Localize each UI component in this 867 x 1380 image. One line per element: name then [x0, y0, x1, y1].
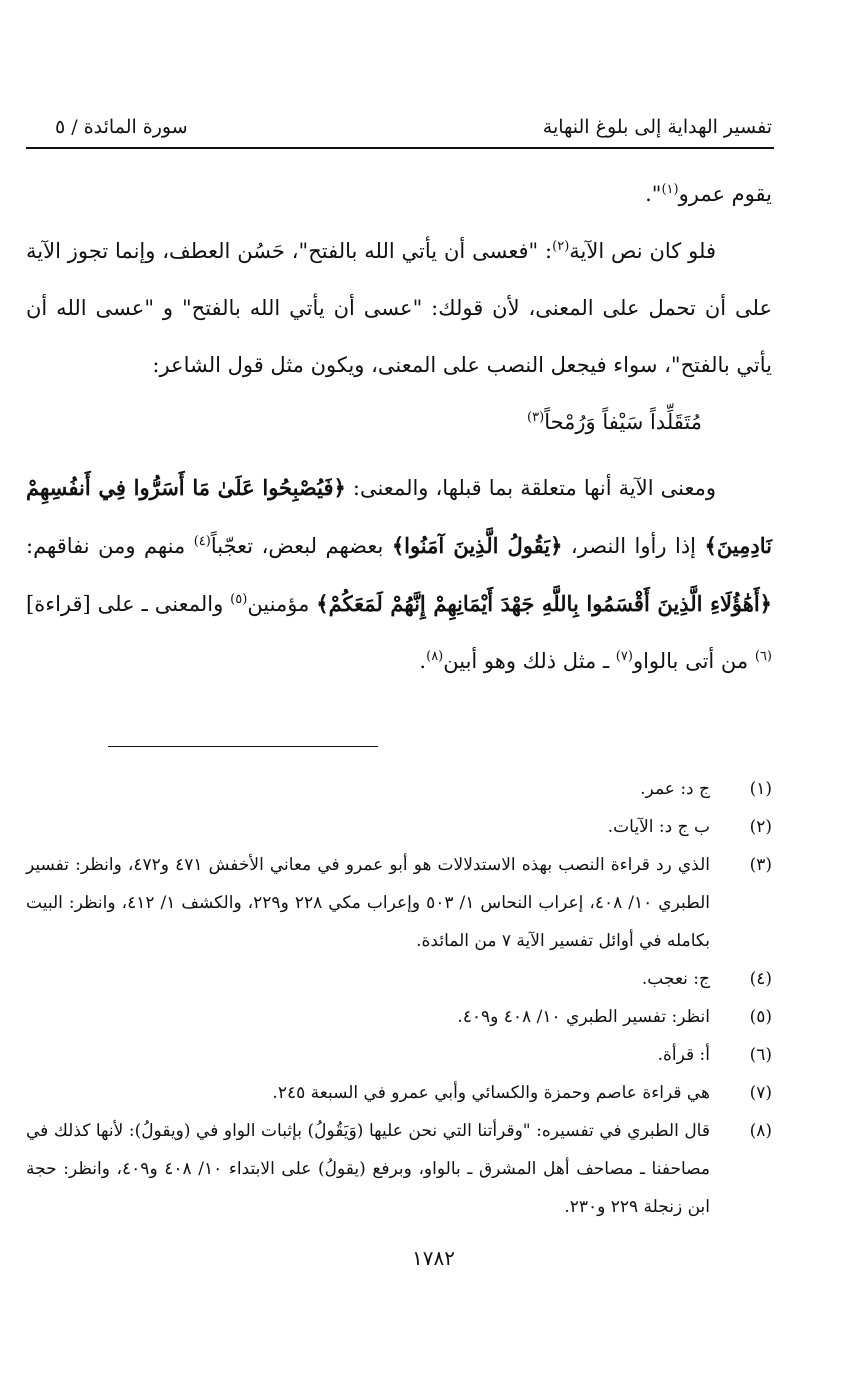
- header-rule: [26, 147, 774, 149]
- footnote-ref-8: (٨): [426, 649, 444, 664]
- footnote-2: (٢) ب ج د: الآيات.: [607, 817, 772, 837]
- footnote-ref-1: (١): [661, 182, 679, 197]
- quran-quote-1: ﴿فَيُصْبِحُوا عَلَىٰ مَا أَسَرُّوا فِي أَنفُسِهِمْ نَادِمِينَ﴾: [26, 475, 772, 558]
- running-header-title: تفسير الهداية إلى بلوغ النهاية: [542, 116, 772, 138]
- main-text: [26, 166, 772, 690]
- footnote-ref-3: (٣): [527, 410, 545, 425]
- footnote-1: (١) ج د: عمر.: [640, 779, 772, 799]
- quran-quote-2: ﴿يَقُولُ الَّذِينَ آمَنُوا﴾: [391, 533, 563, 558]
- footnotes: [26, 770, 772, 1226]
- footnote-5: (٥) انظر: تفسير الطبري ١٠/ ٤٠٨ و٤٠٩.: [457, 1007, 772, 1027]
- paragraph-2: فلو كان نص الآية$^{(٢)}$: "فعسى أن يأتي الله بالفتح"، حَسُن العطف، وإنما تجوز الآية على أن تحمل على المعنى، لأن قولك: "عسى أن يأتي الله بالفتح" و "عسى الله أن يأتي بالفتح"، سواء فيجعل النصب على المعنى، ويكون مثل قول الشاعر:: [26, 239, 772, 377]
- footnote-8: (٨) قال الطبري في تفسيره: "وقرأتنا التي نحن عليها (وَيَقُولُ) بإثبات الواو في (ويقولُ): لأنها كذلك في مصاحفنا ـ مصاحف أهل المشرق ـ بالواو، وبرفع (يقولُ) على الابتداء ١٠/ ٤٠٨ و٤٠٩، وانظر: حجة ابن زنجلة ٢٢٩ و٢٣٠.: [26, 1121, 772, 1217]
- footnote-7: (٧) هي قراءة عاصم وحمزة والكسائي وأبي عمرو في السبعة ٢٤٥.: [272, 1083, 772, 1103]
- footnote-ref-5: (٥): [230, 592, 248, 607]
- paragraph-3: ومعنى الآية أنها متعلقة بما قبلها، والمعنى: ﴿فَيُصْبِحُوا عَلَىٰ مَا أَسَرُّوا فِي أَنفُسِهِمْ نَادِمِينَ﴾ إذا رأوا النصر، ﴿يَقُولُ الَّذِينَ آمَنُوا﴾ بعضهم لبعض، تعجّباً$^{(٤)}$ منهم ومن نفاقهم: ﴿أَهَٰؤُلَاءِ الَّذِينَ أَقْسَمُوا بِاللَّهِ جَهْدَ أَيْمَانِهِمْ إِنَّهُمْ لَمَعَكُمْ﴾ مؤمنين$^{(٥)}$ والمعنى ـ على [قراءة]$^{(٦)}$ من أتى بالواو$^{(٧)}$ ـ مثل ذلك وهو أبين$^{(٨)}$.: [26, 475, 772, 673]
- quran-quote-3: ﴿أَهَٰؤُلَاءِ الَّذِينَ أَقْسَمُوا بِاللَّهِ جَهْدَ أَيْمَانِهِمْ إِنَّهُمْ لَمَعَكُمْ﴾: [316, 591, 772, 616]
- footnote-ref-7: (٧): [615, 649, 633, 664]
- page-number: ١٧٨٢: [412, 1246, 455, 1270]
- text-line-1: يقوم عمرو$^{(١)}$".: [645, 182, 772, 206]
- running-header-surah: سورة المائدة / ٥: [55, 116, 188, 138]
- footnote-3: (٣) الذي رد قراءة النصب بهذه الاستدلالات هو أبو عمرو في معاني الأخفش ٤٧١ و٤٧٢، وانظر: تفسير الطبري ١٠/ ٤٠٨، إعراب النحاس ١/ ٥٠٣ وإعراب مكي ٢٢٨ و٢٢٩، والكشف ١/ ٤١٢، وانظر: البيت بكامله في أوائل تفسير الآية ٧ من المائدة.: [26, 855, 772, 951]
- poetry-verse: مُتَقَلِّداً سَيْفاً وَرُمْحاً$^{(٣)}$: [527, 410, 702, 434]
- footnote-ref-2: (٢): [552, 239, 570, 254]
- footnote-separator: [108, 746, 378, 747]
- footnote-ref-6: (٦): [754, 649, 772, 664]
- footnote-ref-4: (٤): [193, 534, 211, 549]
- footnote-4: (٤) ج: نعجب.: [641, 969, 772, 989]
- footnote-6: (٦) أ: قرأة.: [657, 1045, 772, 1065]
